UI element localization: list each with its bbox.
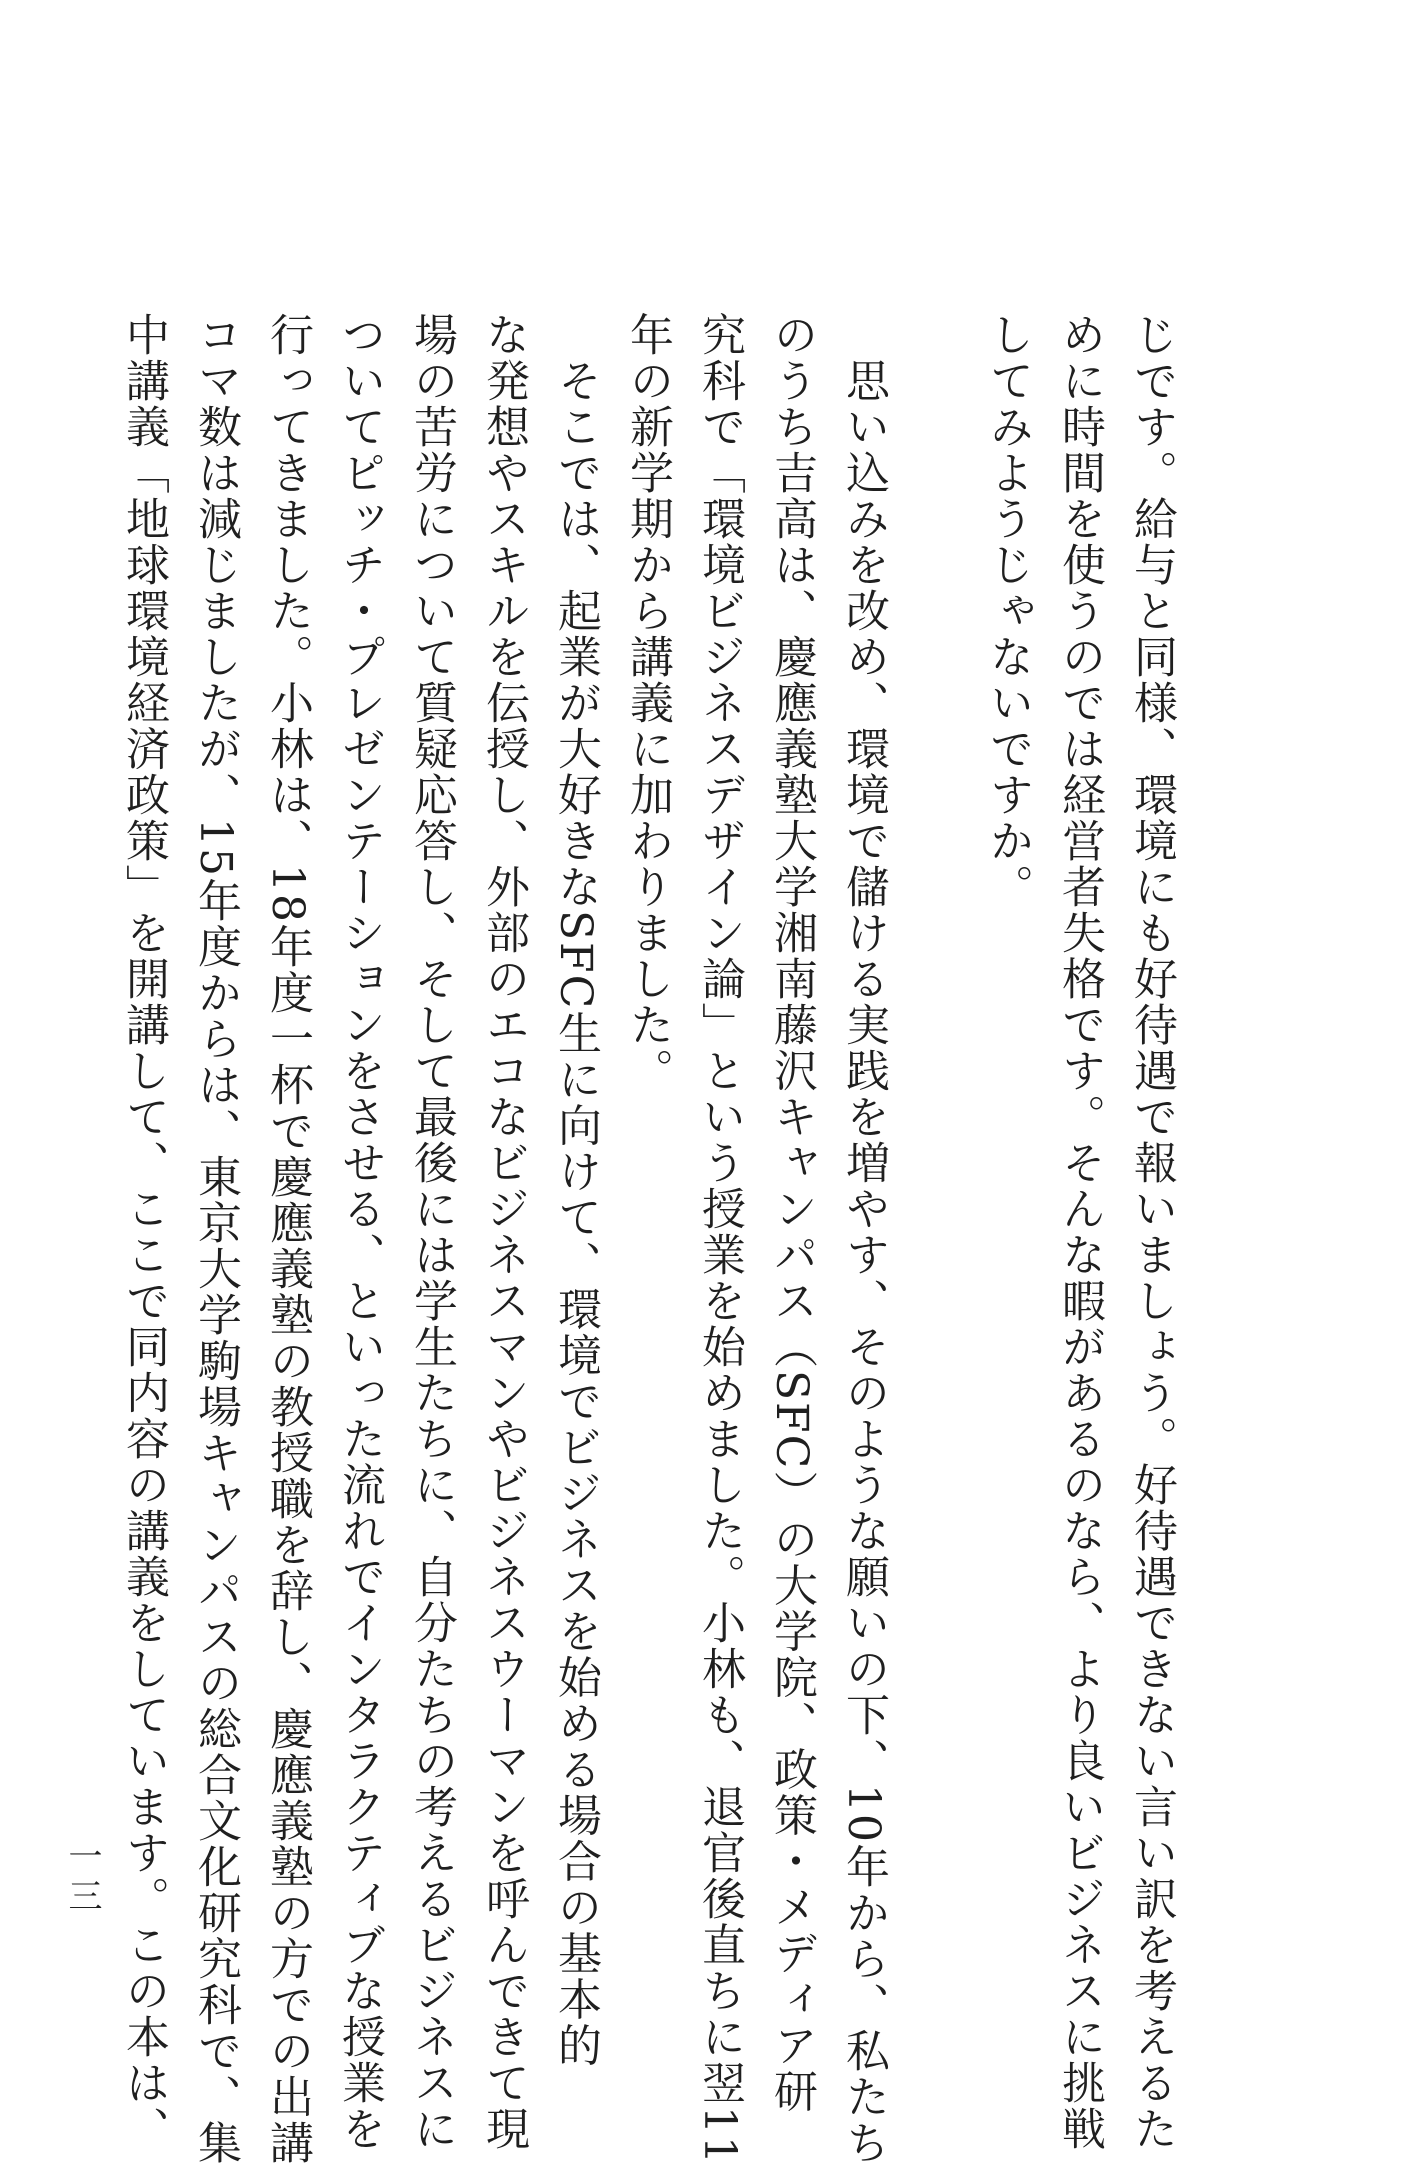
text-line: めに時間を使うのでは経営者失格です。そんな暇があるのなら、より良いビジネスに挑戦 <box>1054 312 1105 2152</box>
text-line: じです。給与と同様、環境にも好待遇で報いましょう。好待遇できない言い訳を考えるた <box>1126 312 1177 2152</box>
vertical-text-block <box>118 312 1187 2166</box>
text-line: ついてピッチ・プレゼンテーションをさせる、といった流れでインタラクティブな授業を <box>334 312 385 2152</box>
text-line: 場の苦労について質疑応答し、そして最後には学生たちに、自分たちの考えるビジネスに <box>406 312 457 2152</box>
paragraph-gap <box>899 312 971 1832</box>
text-line: コマ数は減じましたが、15年度からは、東京大学駒場キャンパスの総合文化研究科で、集 <box>190 312 241 2166</box>
text-line: 中講義「地球環境経済政策」を開講して、ここで同内容の講義をしています。この本は、 <box>118 312 169 2152</box>
text-line: そこでは、起業が大好きなSFC生に向けて、環境でビジネスを始める場合の基本的 <box>550 312 601 2069</box>
text-line: してみようじゃないですか。 <box>982 312 1033 910</box>
page-number: 一三 <box>62 1838 102 1918</box>
text-line: 年の新学期から講義に加わりました。 <box>622 312 673 1094</box>
text-line: な発想やスキルを伝授し、外部のエコなビジネスマンやビジネスウーマンを呼んできて現 <box>478 312 529 2152</box>
text-line: 究科で「環境ビジネスデザイン論」という授業を始めました。小林も、退官後直ちに翌11 <box>694 312 745 2166</box>
text-line: のうち吉高は、慶應義塾大学湘南藤沢キャンパス（SFC）の大学院、政策・メディア研 <box>766 312 817 2115</box>
text-line: 行ってきました。小林は、18年度一杯で慶應義塾の教授職を辞し、慶應義塾の方での出講 <box>262 312 313 2166</box>
text-line: 思い込みを改め、環境で儲ける実践を増やす、そのような願いの下、10年から、私たち <box>838 312 889 2166</box>
